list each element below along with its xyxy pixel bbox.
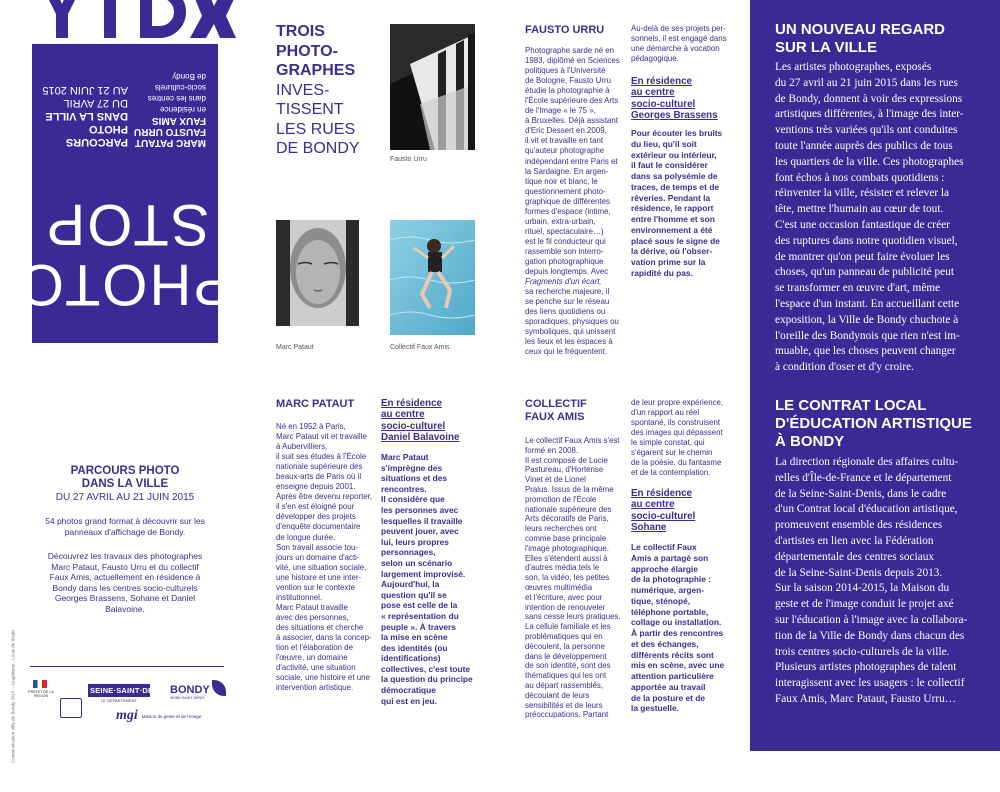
text-line: Son travail associe tou- bbox=[276, 542, 359, 552]
text-line: du 27 avril au 21 juin 2015 dans les rues bbox=[775, 76, 958, 89]
logo-separator bbox=[30, 666, 224, 667]
text-line: tique noir et blanc, le bbox=[525, 176, 598, 186]
text-line: toute l'année auprès des publics de tous bbox=[775, 139, 953, 152]
text-line: sensibilités et de leurs bbox=[525, 700, 603, 710]
text-line: Il est composé de Lucie bbox=[525, 455, 608, 465]
text-line: exposition, la Ville de Bondy chuchote à bbox=[775, 313, 959, 326]
text-line: d'autres média tels le bbox=[525, 563, 600, 573]
text-line: au départ rassemblés, bbox=[525, 680, 604, 690]
faux-heading-1: COLLECTIF bbox=[525, 398, 587, 410]
text-line: il vit et travaille en tant bbox=[525, 136, 604, 146]
text-line: à condition d'oser et d'y croire. bbox=[775, 361, 914, 374]
text-line: œuvres multimédia bbox=[525, 582, 593, 592]
intro-title-b1: TROIS bbox=[276, 23, 325, 40]
text-line: de longue durée. bbox=[276, 532, 336, 542]
text-line: choses, qu'un panneau de publicité peut bbox=[775, 266, 954, 279]
text-line: étudie la photographie à bbox=[525, 86, 610, 96]
text-line: rapidité du pas. bbox=[631, 267, 693, 278]
text-line: développer des projets bbox=[276, 512, 356, 522]
text-line: enseigne depuis 2001. bbox=[276, 482, 356, 492]
text-line: collectives, c'est toute bbox=[381, 663, 471, 674]
text-line: les quartiers de la ville. Ces photographes bbox=[775, 155, 964, 168]
text-line: Marc Pataut travaille bbox=[276, 602, 348, 612]
vertical-credit: Communication Ville de Bondy 2015 – Graphisme : Louis de Brujin bbox=[10, 630, 16, 763]
text-line: spontané, ils construisent bbox=[631, 418, 721, 428]
text-line: l'École supérieure des Arts bbox=[525, 96, 619, 106]
text-line: Né en 1952 à Paris, bbox=[276, 422, 346, 431]
poster-info-line10: DU 27 AVRIL bbox=[63, 97, 128, 109]
text-line: peuple ». À travers bbox=[381, 621, 456, 632]
logo-seine-saint-denis bbox=[88, 684, 167, 703]
text-line: Les artistes photographes, exposés bbox=[775, 61, 932, 73]
text-line: largement improvisé. bbox=[381, 568, 466, 579]
text-line: thématiques qui les ont bbox=[525, 671, 607, 681]
text-line: rencontres. bbox=[381, 483, 427, 494]
urru-residence-text bbox=[631, 128, 743, 279]
intro-title-l2: TISSENT bbox=[276, 101, 344, 118]
left-info bbox=[30, 465, 220, 614]
pataut-res-head3: socio-culturel bbox=[381, 420, 446, 432]
pataut-res-head1: En résidence bbox=[381, 398, 442, 409]
urru-res-head2: au centre bbox=[631, 87, 675, 99]
photo-pataut-art bbox=[276, 220, 359, 326]
text-line: lui, leurs propres bbox=[381, 536, 449, 547]
ssd-logo-sub: LE DÉPARTEMENT bbox=[101, 698, 137, 703]
text-line: leurs recherches ont bbox=[525, 524, 597, 534]
text-line: entre l'homme et son bbox=[631, 214, 715, 224]
text-line: vité, une situation sociale, bbox=[276, 562, 367, 572]
faux-heading bbox=[525, 398, 587, 423]
text-line: d'Eric Dessert en 2009, bbox=[525, 126, 607, 136]
text-line: selon un scénario bbox=[381, 557, 453, 568]
photo-marc-pataut bbox=[276, 220, 359, 326]
text-line: de la Seine-Saint-Denis depuis 2013. bbox=[775, 566, 943, 579]
faux-heading-2: FAUX AMIS bbox=[525, 410, 585, 423]
text-line: peuvent jouer, avec bbox=[381, 526, 459, 537]
text-line: gation photographique bbox=[525, 256, 604, 266]
text-line: personnages, bbox=[381, 547, 436, 558]
text-line: ventions très variées qu'ils ont conduites bbox=[775, 124, 958, 137]
poster-info-line6: socio-culturels bbox=[154, 83, 206, 92]
text-line: des identités (ou bbox=[381, 642, 448, 653]
poster-info-line7: de Bondy bbox=[172, 72, 206, 81]
text-line: promotion de l'École bbox=[525, 494, 597, 504]
poster-info-line9: DANS LA VILLE bbox=[45, 110, 128, 122]
text-line: apportée au travail bbox=[631, 681, 706, 692]
text-line: pédagogique. bbox=[631, 54, 679, 64]
text-line: Photographe sarde né en bbox=[525, 46, 615, 55]
text-line: sur l'éducation à l'image avec la collabora- bbox=[775, 613, 968, 626]
text-line: s'égarent sur le chemin bbox=[631, 448, 713, 458]
text-line: des liens quotidiens ou bbox=[525, 307, 606, 317]
text-line: il suit ses études à l'École bbox=[276, 452, 367, 462]
text-line: promeuvent ensemble des résidences bbox=[775, 519, 943, 532]
poster-info-line4: en résidence bbox=[160, 105, 206, 114]
text-line: situations et des bbox=[381, 473, 448, 484]
parcours-title-1: PARCOURS PHOTO bbox=[70, 465, 180, 477]
text-line: la mise en scène bbox=[381, 632, 448, 643]
prefet-text: PRÉFET DE LA RÉGION bbox=[28, 690, 54, 698]
ssd-logo-text: SEINE·SAINT·DENIS bbox=[90, 686, 167, 695]
poster-top-letters bbox=[40, 0, 250, 42]
text-line: depuis longtemps. Avec bbox=[525, 267, 609, 277]
faux-residence-text bbox=[631, 542, 743, 714]
text-line: résidence, le rapport bbox=[631, 203, 714, 214]
poster-letters-art bbox=[40, 0, 250, 42]
text-line: réinventer la ville, résister et relever la bbox=[775, 187, 950, 200]
text-line: Après être devenu reporter, bbox=[276, 492, 373, 502]
urru-res-head4: Georges Brassens bbox=[631, 110, 718, 122]
text-line: formé en 2008. bbox=[525, 445, 579, 455]
poster-info-line8: PARCOURS PHOTO bbox=[65, 123, 128, 148]
text-line: départementale des centres sociaux bbox=[775, 550, 935, 563]
text-line: l'œuvre, un domaine bbox=[276, 653, 348, 663]
text-line: et des échanges, bbox=[631, 638, 699, 649]
text-line: du lieu, qu'il soit bbox=[631, 138, 697, 149]
text-line: Arts décoratifs de Paris, bbox=[525, 514, 609, 524]
text-line: de Bondy, donnent à voir des expressions bbox=[775, 92, 963, 105]
text-line: jours un domaine d'acti- bbox=[276, 552, 360, 562]
text-line: indépendant entre Paris et bbox=[525, 156, 618, 166]
text-line: la dérive, où l'obser- bbox=[631, 246, 713, 257]
text-line: tion et l'élaboration de bbox=[276, 643, 353, 653]
pataut-residence-text bbox=[381, 452, 493, 706]
text-line: rassemble son interro- bbox=[525, 246, 604, 256]
parcours-p2: Découvrez les travaux des photographes Marc Pataut, Fausto Urru et du collectif Faux Amis, actuellement en résidence à Bondy dans les centres socio-culturels Georges Brassens, Sohane et Daniel Balavoine. bbox=[47, 551, 203, 614]
right-paragraph-2 bbox=[775, 455, 997, 708]
right-panel bbox=[750, 0, 1000, 751]
faux-res-head1: En résidence bbox=[631, 488, 692, 499]
text-line: placé sous le signe de bbox=[631, 235, 720, 246]
text-line: comme base principale bbox=[525, 533, 607, 543]
text-line: institutionnel. bbox=[276, 592, 323, 602]
text-line: trois centres socio-culturels de la ville. bbox=[775, 645, 950, 658]
text-line: découlant de leurs bbox=[525, 690, 590, 700]
text-line: qui est en jeu. bbox=[381, 695, 437, 706]
intro-title-l3: LES RUES bbox=[276, 120, 356, 138]
poster-panel bbox=[16, 44, 232, 343]
text-line: vention sur le contexte bbox=[276, 582, 355, 592]
text-line: à associer, dans la concep- bbox=[276, 632, 372, 642]
text-line: urbain, extra-urbain, bbox=[525, 216, 596, 226]
text-line: numérique, argen- bbox=[631, 585, 705, 595]
text-line: l'oreille des Bondynois que rien n'est im- bbox=[775, 329, 960, 342]
text-line: lesquelles il travaille bbox=[381, 515, 463, 526]
text-line: Pralus. Issus de la même bbox=[525, 484, 614, 494]
text-line: Le collectif Faux bbox=[631, 542, 697, 552]
text-line: question qu'il se bbox=[381, 589, 447, 600]
text-line: sporadiques, physiques ou bbox=[525, 317, 619, 327]
text-line: intervention artistique. bbox=[276, 683, 354, 693]
text-line: une démarche à vocation bbox=[631, 44, 720, 54]
text-line: les personnes avec bbox=[381, 504, 459, 515]
text-line: nationale supérieure des bbox=[276, 462, 363, 472]
text-line: les lieux et les espaces à bbox=[525, 337, 613, 347]
text-line: extérieur ou intérieur, bbox=[631, 149, 717, 160]
right-h1b: SUR LA VILLE bbox=[775, 39, 877, 56]
text-line: de Bologne, Fausto Urru bbox=[525, 76, 611, 86]
bondy-leaf-icon bbox=[212, 680, 226, 696]
text-line: d'artistes en lien avec la Fédération bbox=[775, 534, 934, 547]
poster-info-line1: MARC PATAUT bbox=[134, 137, 206, 148]
text-line: des ruptures dans notre quotidien visuel, bbox=[775, 234, 958, 247]
pataut-heading: MARC PATAUT bbox=[276, 398, 355, 410]
text-line: Elles s'étendent aussi à bbox=[525, 553, 608, 563]
poster-big-text-wrap bbox=[16, 154, 232, 344]
text-line: une histoire et une inter- bbox=[276, 572, 362, 582]
parcours-title-2: DANS LA VILLE bbox=[81, 478, 169, 490]
text-line: tique, sténopé, bbox=[631, 595, 691, 606]
text-line: la Sardaigne. En argen- bbox=[525, 166, 609, 176]
logo-bondy bbox=[170, 680, 228, 700]
text-line: environnement a été bbox=[631, 224, 713, 235]
faux-res-head4: Sohane bbox=[631, 522, 667, 534]
text-line: la gestuelle. bbox=[631, 703, 679, 714]
text-line: de la photographie : bbox=[631, 574, 712, 585]
text-line: préoccupations. Partant bbox=[525, 710, 609, 720]
text-line: se penche sur le réseau bbox=[525, 297, 610, 307]
text-line: Il considère que bbox=[381, 494, 445, 505]
text-line: de son identité, sont des bbox=[525, 661, 611, 671]
text-line: artistiques différentes, à l'image des inter- bbox=[775, 108, 964, 121]
caption-urru: Fausto Urru bbox=[390, 156, 427, 163]
text-line: l'image photographique. bbox=[525, 543, 609, 553]
right-h1a: UN NOUVEAU REGARD bbox=[775, 21, 946, 38]
text-line: attention particulière bbox=[631, 671, 714, 681]
text-line: Marc Pataut vit et travaille bbox=[276, 432, 367, 442]
text-line: pose est celle de la bbox=[381, 600, 458, 611]
text-line: beaux-arts de Paris où il bbox=[276, 472, 362, 482]
text-line: vation prime sur la bbox=[631, 257, 706, 267]
text-line: il s'en est éloigné pour bbox=[276, 502, 355, 512]
text-line: mis en scène, avec une bbox=[631, 660, 725, 671]
text-line: Sur la saison 2014-2015, la Maison du bbox=[775, 582, 950, 595]
right-h2a: LE CONTRAT LOCAL bbox=[775, 397, 927, 414]
text-line: découlent, la personne bbox=[525, 641, 605, 651]
urru-res-head3: socio-culturel bbox=[631, 98, 696, 110]
photo-urru-art bbox=[390, 24, 475, 150]
caption-pataut: Marc Pataut bbox=[276, 344, 314, 351]
urru-bio bbox=[525, 46, 625, 357]
poster-info-line3: FAUX AMIS bbox=[151, 115, 206, 126]
text-line: questionnement photo- bbox=[525, 186, 606, 196]
bondy-logo-sub: SEINE-SAINT-DENIS bbox=[170, 696, 205, 700]
text-line: le simple constat, qui bbox=[631, 438, 705, 448]
text-line: dans sa polysémie de bbox=[631, 171, 718, 181]
text-line: d'activité, une situation bbox=[276, 663, 356, 673]
text-line: de leur propre expérience, bbox=[631, 398, 724, 407]
text-line: Marc Pataut bbox=[381, 452, 429, 462]
text-line: tête, mettre l'humain au cœur de tout. bbox=[775, 203, 944, 216]
text-line: geste et de l'image conduit le projet axé bbox=[775, 598, 954, 611]
photo-faux-amis bbox=[390, 220, 475, 335]
pataut-res-head4: Daniel Balavoine bbox=[381, 432, 460, 444]
text-line: font échos à nos combats quotidiens : bbox=[775, 171, 945, 184]
photo-faux-art bbox=[390, 220, 475, 335]
text-line: « représentation du bbox=[381, 610, 459, 621]
text-line: et l'écriture, avec pour bbox=[525, 592, 603, 602]
text-line: de la posture et de bbox=[631, 692, 705, 703]
poster-info-line2: FAUSTO URRU bbox=[133, 126, 206, 137]
text-line: de montrer qu'on peut faire évoluer les bbox=[775, 250, 950, 263]
text-line: Faux Amis, Marc Pataut, Fausto Urru… bbox=[775, 692, 957, 705]
text-line: rêveries. Pendant la bbox=[631, 192, 711, 203]
text-line: téléphone portable, bbox=[631, 606, 709, 617]
text-line: politiques à l'Université bbox=[525, 66, 606, 76]
intro-title-b2: PHOTO- bbox=[276, 42, 338, 60]
text-line: La direction régionale des affaires cultu- bbox=[775, 456, 959, 468]
parcours-p1: 54 photos grand format à découvrir sur les panneaux d'affichage de Bondy. bbox=[45, 516, 205, 537]
text-line: tion de la Ville de Bondy dans chacun des bbox=[775, 629, 965, 642]
text-line: 1983, diplômé en Sciences bbox=[525, 56, 620, 66]
right-heading-2 bbox=[775, 397, 995, 451]
photo-fausto-urru bbox=[390, 24, 475, 150]
text-line: muable, que les choses peuvent changer bbox=[775, 345, 956, 358]
text-line: Le collectif Faux Amis s'est bbox=[525, 436, 620, 445]
right-h2c: À BONDY bbox=[775, 433, 845, 450]
text-line: symboliques, qui unissent bbox=[525, 327, 616, 337]
pataut-residence-head bbox=[381, 398, 493, 444]
text-line: et de la contemplation. bbox=[631, 468, 711, 478]
text-line: à Bruxelles. Déjà assistant bbox=[525, 116, 618, 126]
right-heading-1 bbox=[775, 21, 995, 57]
text-line: des situations et cherche bbox=[276, 622, 364, 632]
text-line: interagissent avec les usagers : le collectif bbox=[775, 677, 965, 690]
faux-col2 bbox=[631, 398, 743, 478]
poster-big-text: PHOTO STOP bbox=[16, 192, 232, 317]
text-line: d'un Contrat local d'éducation artistique, bbox=[775, 503, 958, 516]
text-line: est le fil conducteur qui bbox=[525, 236, 606, 246]
text-line: son, la vidéo, les petites bbox=[525, 573, 610, 583]
text-line: s'imprègne des bbox=[381, 462, 443, 473]
text-line: il faut le considérer bbox=[631, 160, 708, 171]
text-line: À partir des rencontres bbox=[631, 628, 724, 638]
poster bbox=[16, 0, 232, 343]
text-line: se transformer en œuvre d'art, même bbox=[775, 282, 941, 295]
faux-residence-head bbox=[631, 488, 743, 534]
urru-col2 bbox=[631, 24, 743, 64]
caption-faux-amis: Collectif Faux Amis bbox=[390, 344, 450, 351]
text-line: ceux qui le fréquentent. bbox=[525, 347, 608, 357]
pataut-bio bbox=[276, 422, 376, 693]
urru-residence-head bbox=[631, 76, 743, 122]
mgi-logo-caption: Maison du geste et de l'image bbox=[141, 713, 202, 719]
bondy-logo-text: BONDY bbox=[170, 684, 210, 696]
text-line: sa recherche majeure, il bbox=[525, 287, 610, 297]
text-line: Au-delà de ses projets per- bbox=[631, 24, 726, 33]
text-line: Amis a partagé son bbox=[631, 552, 709, 563]
text-line: de l'Image « le 75 », bbox=[525, 106, 596, 116]
parcours-dates: DU 27 AVRIL AU 21 JUIN 2015 bbox=[55, 492, 195, 503]
poster-info-line11: AU 21 JUIN 2015 bbox=[42, 84, 128, 96]
intro-title-l4: DE BONDY bbox=[276, 140, 360, 157]
faux-res-head2: au centre bbox=[631, 499, 675, 511]
logo-mgi bbox=[116, 708, 231, 724]
mgi-logo-text: mgi bbox=[116, 708, 138, 723]
prefet-flag-icon bbox=[33, 680, 47, 688]
text-line: avec des personnes, bbox=[276, 612, 349, 622]
text-line: collage ou installation. bbox=[631, 617, 722, 628]
right-paragraph-1 bbox=[775, 60, 997, 376]
text-line: formes d'espace (intime, bbox=[525, 206, 611, 216]
urru-res-head1: En résidence bbox=[631, 76, 692, 87]
logo-prefet bbox=[28, 680, 54, 720]
logo-small-badge bbox=[60, 698, 82, 718]
text-line: des images qui dépassent bbox=[631, 428, 723, 438]
text-line: la question du principe bbox=[381, 674, 473, 685]
text-line: Pastureau, d'Hortense bbox=[525, 465, 604, 475]
faux-res-head3: socio-culturel bbox=[631, 510, 696, 522]
poster-info-line5: dans les centres bbox=[147, 94, 206, 103]
text-line: graphique de différentes bbox=[525, 196, 610, 206]
text-line: à Aubervilliers, bbox=[276, 442, 328, 452]
text-line: d'enquête documentaire bbox=[276, 522, 361, 532]
text-line: nationale supérieure des bbox=[525, 504, 612, 514]
text-line: démocratique bbox=[381, 685, 436, 696]
text-line: de la poésie, du fantasme bbox=[631, 458, 722, 468]
text-line: relles d'Île-de-France et le département bbox=[775, 471, 952, 484]
text-line: sociale, une histoire et une bbox=[276, 673, 370, 683]
text-line: C'est une occasion fantastique de créer bbox=[775, 218, 950, 231]
text-line: différents récits sont bbox=[631, 649, 714, 660]
text-line: sans cesse leurs pratiques. bbox=[525, 612, 621, 622]
text-line: Fragments d'un écart, bbox=[525, 277, 602, 287]
text-line: qu'auteur photographe bbox=[525, 146, 605, 156]
right-h2b: D'ÉDUCATION ARTISTIQUE bbox=[775, 415, 972, 432]
text-line: Pour écouter les bruits bbox=[631, 128, 723, 138]
text-line: approche élargie bbox=[631, 563, 699, 574]
text-line: traces, de temps et de bbox=[631, 181, 719, 192]
text-line: l'espace d'un instant. En accueillant cette bbox=[775, 297, 960, 310]
intro-title-l1: INVES- bbox=[276, 81, 330, 99]
text-line: intention de renouveler bbox=[525, 602, 606, 612]
text-line: rituel, spectaculaire…) bbox=[525, 226, 604, 236]
text-line: sonnels, il est engagé dans bbox=[631, 34, 727, 44]
urru-heading: FAUSTO URRU bbox=[525, 24, 605, 36]
faux-bio bbox=[525, 436, 625, 720]
text-line: de la Seine-Saint-Denis, dans le cadre bbox=[775, 487, 947, 500]
text-line: Plusieurs artistes photographes de talent bbox=[775, 661, 957, 674]
text-line: identifications) bbox=[381, 653, 441, 664]
intro-title-b3: GRAPHES bbox=[276, 62, 356, 79]
intro-title bbox=[276, 22, 386, 159]
pataut-res-head2: au centre bbox=[381, 409, 425, 421]
text-line: dans le développement bbox=[525, 651, 607, 661]
text-line: La cellule familiale et les bbox=[525, 622, 611, 632]
text-line: Aujourd'hui, la bbox=[381, 579, 440, 590]
text-line: problématiques qui en bbox=[525, 631, 603, 641]
text-line: d'un rapport au réel bbox=[631, 408, 700, 418]
text-line: Vinet et de Lionel bbox=[525, 475, 586, 485]
